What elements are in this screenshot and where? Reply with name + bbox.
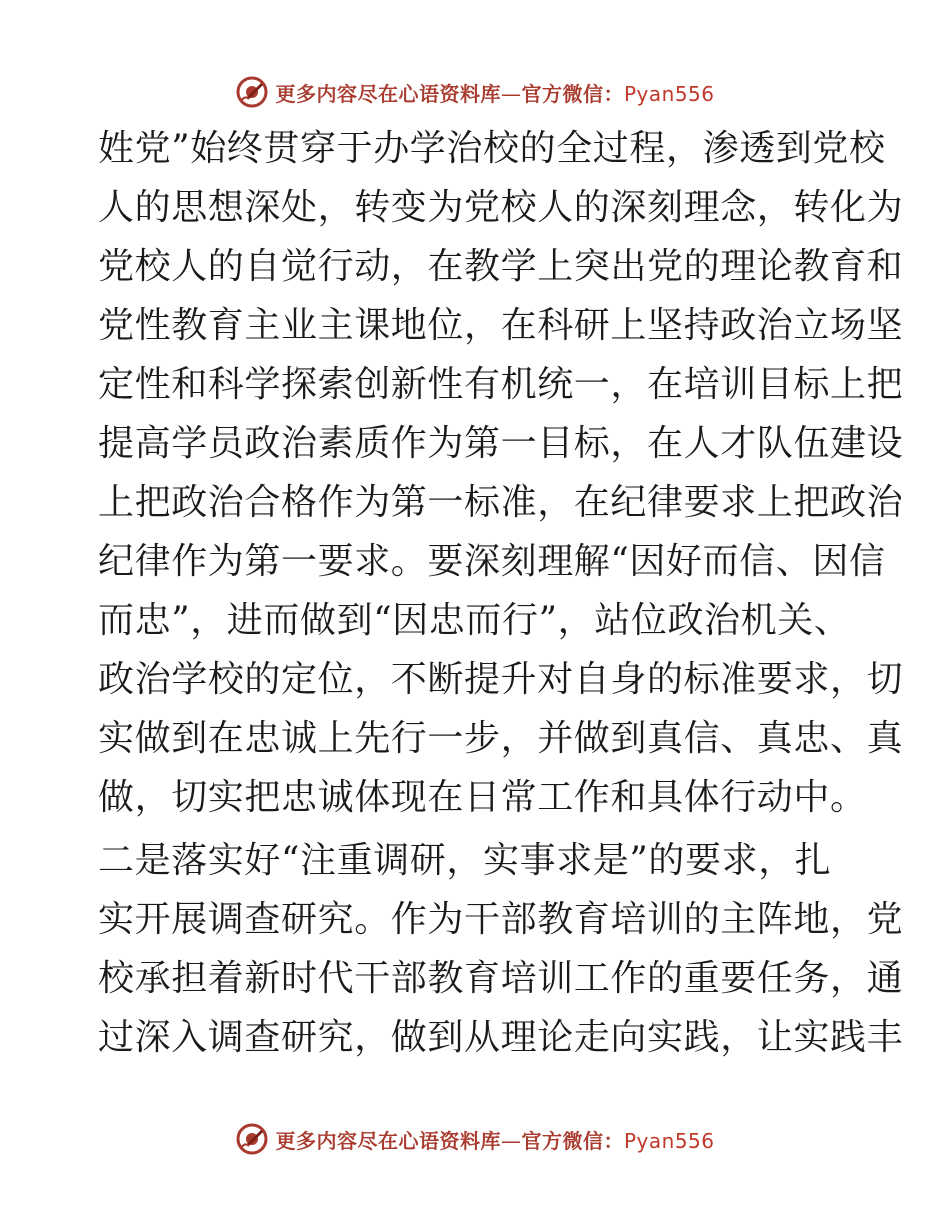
paragraph-line: 实做到在忠诚上先行一步，并做到真信、真忠、真 — [98, 718, 904, 759]
paragraph-line: 校承担着新时代干部教育培训工作的重要任务，通 — [98, 958, 904, 999]
footer-banner-wechat: 官方微信： — [521, 1128, 624, 1153]
paragraph-2 — [98, 831, 904, 1067]
footer-banner-dash: — — [500, 1128, 522, 1153]
header-banner-wechat: 官方微信： — [521, 81, 624, 106]
paragraph-line: 人的思想深处，转变为党校人的深刻理念，转化为 — [98, 187, 904, 228]
header-banner-handle: Pyan556 — [623, 81, 715, 106]
footer-banner-main: 更多内容尽在心语资料库 — [275, 1128, 501, 1153]
header-banner-dash: — — [500, 81, 522, 106]
paragraph-line: 政治学校的定位，不断提升对自身的标准要求，切 — [98, 659, 904, 700]
header-banner-text — [275, 78, 714, 107]
brand-logo-icon — [235, 75, 269, 109]
brand-logo-icon — [235, 1122, 269, 1156]
footer-banner-text — [275, 1125, 714, 1154]
footer-banner-handle: Pyan556 — [623, 1128, 715, 1153]
header-banner-main: 更多内容尽在心语资料库 — [275, 81, 501, 106]
paragraph-line: 提高学员政治素质作为第一目标，在人才队伍建设 — [98, 423, 904, 464]
paragraph-line: 纪律作为第一要求。要深刻理解“因好而信、因信 — [98, 541, 886, 582]
paragraph-line: 定性和科学探索创新性有机统一，在培训目标上把 — [98, 364, 904, 405]
paragraph-line: 过深入调查研究，做到从理论走向实践，让实践丰 — [98, 1017, 904, 1058]
paragraph-line: 而忠”，进而做到“因忠而行”，站位政治机关、 — [98, 600, 851, 641]
paragraph-line: 二是落实好“注重调研，实事求是”的要求，扎 — [98, 840, 832, 881]
paragraph-1 — [98, 119, 904, 827]
paragraph-line: 实开展调查研究。作为干部教育培训的主阵地，党 — [98, 899, 904, 940]
paragraph-line: 上把政治合格作为第一标准，在纪律要求上把政治 — [98, 482, 904, 523]
header-banner — [0, 72, 950, 112]
paragraph-line: 做，切实把忠诚体现在日常工作和具体行动中。 — [98, 777, 867, 818]
paragraph-line: 姓党”始终贯穿于办学治校的全过程，渗透到党校 — [98, 128, 886, 169]
paragraph-line: 党校人的自觉行动，在教学上突出党的理论教育和 — [98, 246, 904, 287]
footer-banner — [0, 1119, 950, 1159]
paragraph-line: 党性教育主业主课地位，在科研上坚持政治立场坚 — [98, 305, 904, 346]
